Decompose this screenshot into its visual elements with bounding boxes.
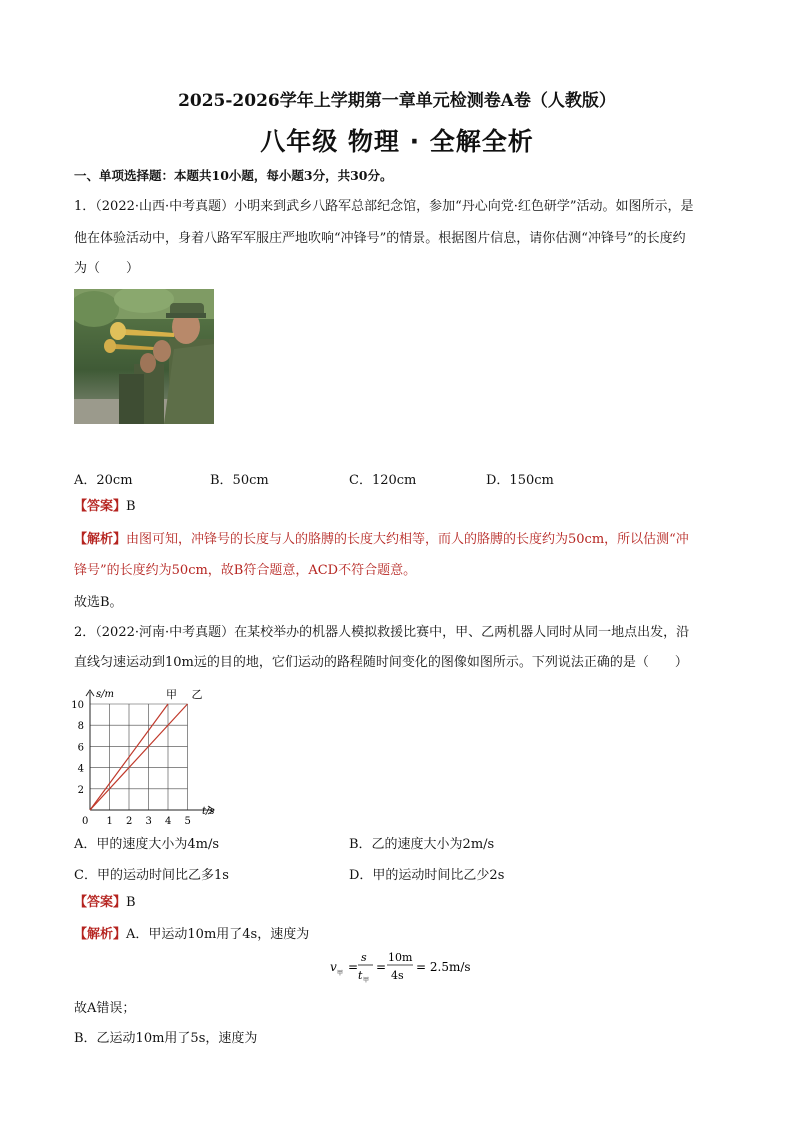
x-tick-label: 1: [106, 816, 113, 826]
q2-option-d: D．甲的运动时间比乙少2s: [349, 868, 505, 883]
q2-stem-line1: 2．（2022·河南·中考真题）在某校举办的机器人模拟救援比赛中，甲、乙两机器人同时从同一地点出发，沿: [74, 625, 690, 640]
q1-stem-line1: 1．（2022·山西·中考真题）小明来到武乡八路军总部纪念馆，参加“丹心向党·红色研学”活动。如图所示，是: [74, 199, 694, 214]
q1-stem-line2: 他在体验活动中，身着八路军军服庄严地吹响“冲锋号”的情景。根据图片信息，请你估测“冲锋号”的长度约: [74, 231, 686, 246]
section-heading: 一、单项选择题：本题共10小题，每小题3分，共30分。: [74, 168, 393, 183]
q2-conclusion-a: 故A错误；: [74, 1001, 136, 1016]
s-t-graph: [62, 686, 232, 826]
q2-analysis-line1: [74, 922, 722, 948]
formula-s: s: [361, 951, 367, 964]
y-tick-label: 10: [71, 700, 84, 711]
formula-eq1: =: [348, 960, 359, 974]
q1-conclusion: 故选B。: [74, 595, 123, 610]
formula-v: v: [330, 960, 337, 974]
formula-eq2: =: [376, 960, 387, 974]
document-title: 2025-2026学年上学期第一章单元检测卷A卷（人教版）: [178, 91, 616, 111]
x-tick-label: 0: [82, 816, 89, 826]
speed-formula: [328, 946, 478, 986]
x-tick-label: 2: [126, 816, 133, 826]
q1-stem-line3: 为（ ）: [74, 261, 140, 276]
q1-analysis-line2: 锋号”的长度约为50cm，故B符合题意，ACD不符合题意。: [74, 563, 417, 578]
analysis-text: 由图可知，冲锋号的长度与人的胳膊的长度大约相等，而人的胳膊的长度约为50cm，所以估测“冲: [126, 532, 689, 547]
q2-option-b: B．乙的速度大小为2m/s: [349, 837, 495, 852]
y-axis-label: s/m: [96, 689, 114, 700]
q1-option-b: B．50cm: [210, 473, 269, 488]
q1-option-d: D．150cm: [486, 473, 554, 488]
x-axis-label: t/s: [202, 806, 215, 817]
y-tick-label: 8: [77, 721, 84, 733]
formula-num: 10m: [388, 951, 413, 964]
q2-answer: [74, 890, 722, 916]
q2-analysis-b: B．乙运动10m用了5s，速度为: [74, 1031, 258, 1046]
q2-option-a: A．甲的速度大小为4m/s: [74, 837, 220, 852]
document-subtitle: 八年级 物理 · 全解全析: [260, 127, 534, 156]
answer-value: B: [126, 499, 136, 514]
series-label-0: 甲: [166, 688, 177, 701]
series-line-1: [90, 704, 188, 810]
x-tick-label: 5: [184, 816, 191, 826]
x-tick-label: 4: [165, 816, 172, 826]
y-tick-label: 4: [77, 763, 84, 775]
q1-answer: [74, 494, 722, 520]
bugle-photo: [74, 289, 214, 424]
analysis-label: 【解析】: [74, 927, 127, 942]
q2-option-c: C．甲的运动时间比乙多1s: [74, 868, 229, 883]
q1-option-c: C．120cm: [349, 473, 417, 488]
x-tick-label: 3: [145, 816, 152, 826]
formula-result: = 2.5m/s: [416, 960, 471, 974]
y-tick-label: 2: [77, 784, 84, 796]
formula-t-sub: 甲: [363, 977, 370, 984]
q1-option-a: A．20cm: [74, 473, 133, 488]
y-tick-label: 6: [77, 742, 84, 754]
analysis-text: A．甲运动10m用了4s，速度为: [126, 927, 310, 942]
q2-stem-line2: 直线匀速运动到10m远的目的地，它们运动的路程随时间变化的图像如图所示。下列说法正确的是（ ）: [74, 655, 688, 670]
formula-v-sub: 甲: [337, 970, 344, 977]
q1-analysis-line1: [74, 527, 722, 553]
formula-den: 4s: [391, 969, 404, 982]
formula-t: t: [358, 969, 363, 982]
answer-label: 【答案】: [74, 895, 127, 910]
answer-label: 【答案】: [74, 499, 127, 514]
series-label-1: 乙: [191, 688, 203, 701]
answer-value: B: [126, 895, 136, 910]
analysis-label: 【解析】: [74, 532, 127, 547]
